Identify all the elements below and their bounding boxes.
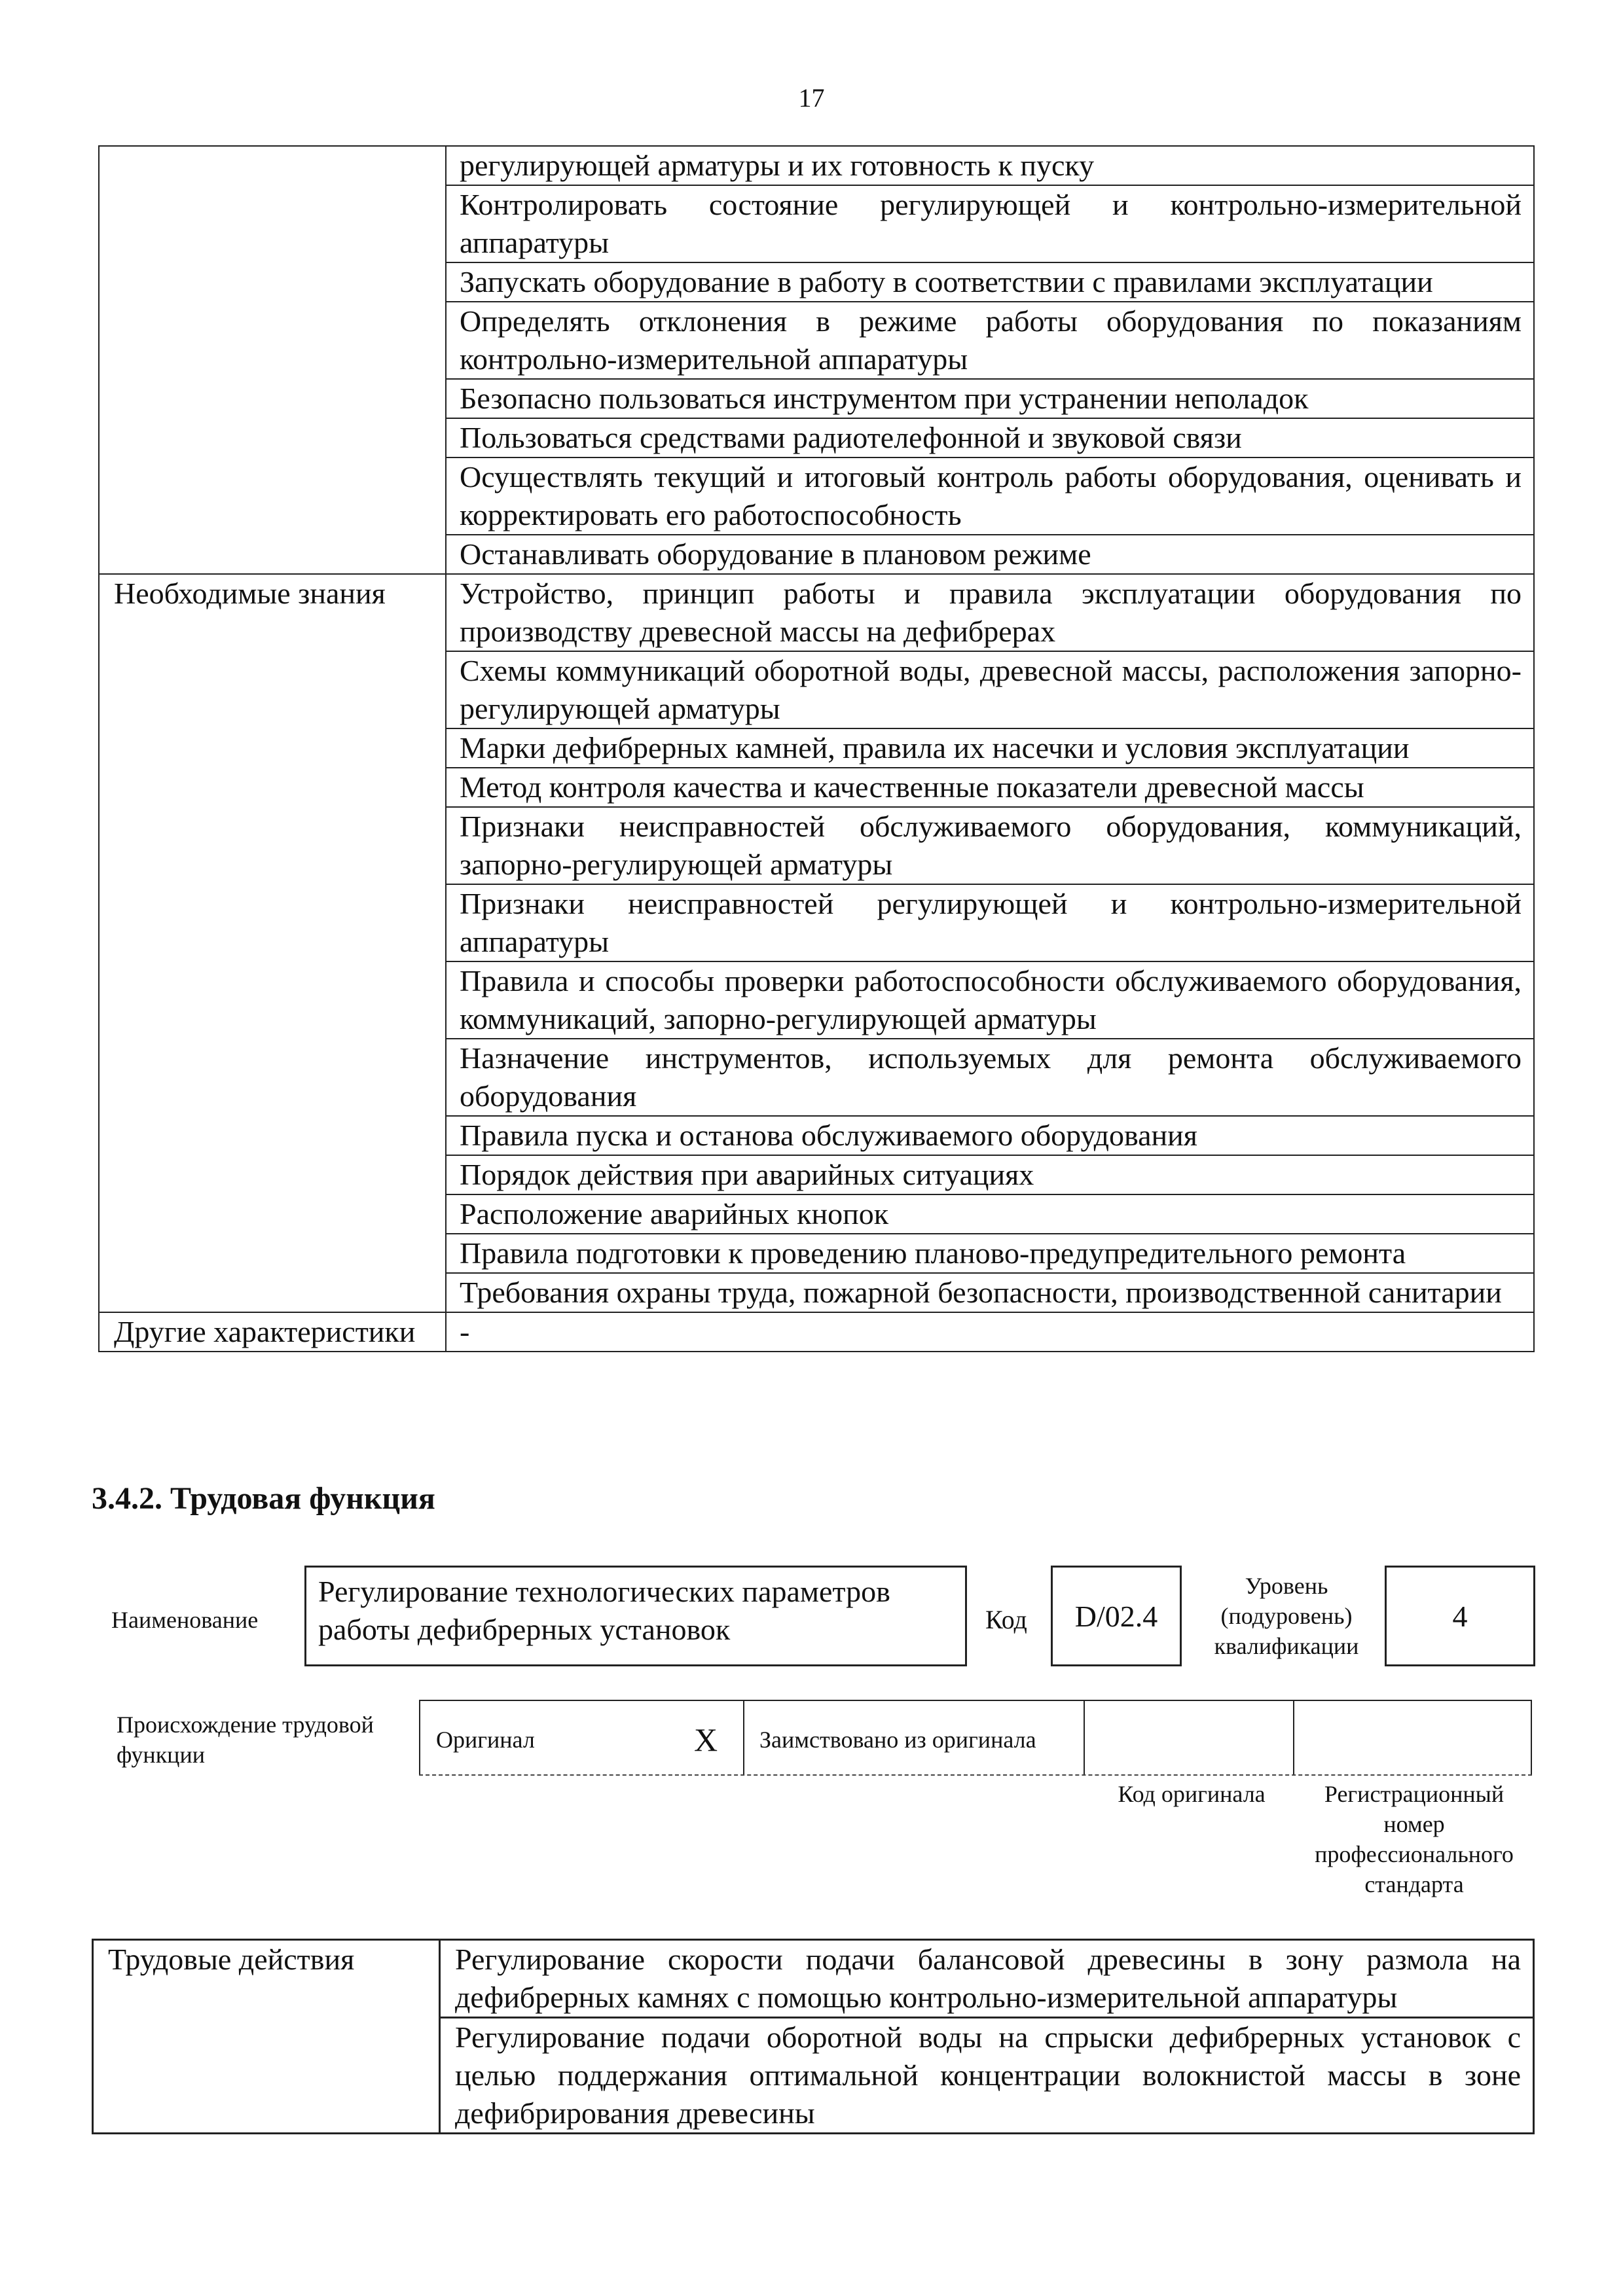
- origin-row: [419, 1700, 1532, 1776]
- competency-table: [98, 145, 1535, 1352]
- original-mark: X: [694, 1721, 718, 1758]
- knowledge-row: Признаки неисправностей обслуживаемого оборудования, коммуникаций, запорно-регулирующей арматуры: [446, 807, 1534, 884]
- knowledge-row: Правила пуска и останова обслуживаемого оборудования: [446, 1116, 1534, 1155]
- action-row: Регулирование скорости подачи балансовой древесины в зону размола на дефибрерных камнях с помощью контрольно-измерительной аппаратуры: [440, 1940, 1534, 2018]
- borrowed-label: Заимствовано из оригинала: [759, 1727, 1036, 1753]
- knowledge-row: Правила и способы проверки работоспособности обслуживаемого оборудования, коммуникаций, запорно-регулирующей арматуры: [446, 961, 1534, 1039]
- skill-row: Осуществлять текущий и итоговый контроль работы оборудования, оценивать и корректировать его работоспособность: [446, 457, 1534, 535]
- actions-table: [92, 1939, 1535, 2134]
- skill-row: Запускать оборудование в работу в соответствии с правилами эксплуатации: [446, 262, 1534, 302]
- name-label: Наименование: [111, 1607, 259, 1633]
- orig-code-label: Код оригинала: [1118, 1781, 1266, 1807]
- page-number: 17: [798, 83, 825, 113]
- other-value: -: [446, 1312, 1534, 1352]
- actions-label: Трудовые действия: [93, 1940, 440, 2134]
- knowledge-row: Порядок действия при аварийных ситуациях: [446, 1155, 1534, 1194]
- code-value: D/02.4: [1051, 1566, 1182, 1666]
- knowledge-row: Назначение инструментов, используемых для ремонта обслуживаемого оборудования: [446, 1039, 1534, 1116]
- skill-row: Контролировать состояние регулирующей и контрольно-измерительной аппаратуры: [446, 185, 1534, 262]
- name-value: Регулирование технологических параметров работы дефибрерных установок: [304, 1566, 967, 1666]
- reg-number-label: Регистрационный номер профессионального стандарта: [1315, 1781, 1514, 1897]
- knowledge-row: Схемы коммуникаций оборотной воды, древесной массы, расположения запорно-регулирующей арматуры: [446, 651, 1534, 728]
- knowledge-label: Необходимые знания: [99, 574, 446, 1312]
- origin-label: Происхождение трудовой функции: [117, 1712, 374, 1768]
- skill-row: регулирующей арматуры и их готовность к пуску: [446, 146, 1534, 185]
- code-label: Код: [985, 1605, 1027, 1634]
- skill-row: Безопасно пользоваться инструментом при устранении неполадок: [446, 379, 1534, 418]
- skill-row: Останавливать оборудование в плановом режиме: [446, 535, 1534, 574]
- original-label: Оригинал: [436, 1727, 535, 1753]
- level-label: Уровень (подуровень) квалификации: [1214, 1573, 1359, 1659]
- other-label: Другие характеристики: [99, 1312, 446, 1352]
- skills-category-cell: [99, 146, 446, 574]
- action-row: Регулирование подачи оборотной воды на спрыски дефибрерных установок с целью поддержания оптимальной концентрации волокнистой массы в зоне дефибрирования древесины: [440, 2018, 1534, 2134]
- knowledge-row: Метод контроля качества и качественные показатели древесной массы: [446, 768, 1534, 807]
- skill-row: Определять отклонения в режиме работы оборудования по показаниям контрольно-измерительной аппаратуры: [446, 302, 1534, 379]
- knowledge-row: Правила подготовки к проведению планово-предупредительного ремонта: [446, 1234, 1534, 1273]
- level-value: 4: [1385, 1566, 1535, 1666]
- knowledge-row: Признаки неисправностей регулирующей и контрольно-измерительной аппаратуры: [446, 884, 1534, 961]
- knowledge-row: Требования охраны труда, пожарной безопасности, производственной санитарии: [446, 1273, 1534, 1312]
- skill-row: Пользоваться средствами радиотелефонной и звуковой связи: [446, 418, 1534, 457]
- knowledge-row: Марки дефибрерных камней, правила их насечки и условия эксплуатации: [446, 728, 1534, 768]
- knowledge-row: Устройство, принцип работы и правила эксплуатации оборудования по производству древесной массы на дефибрерах: [446, 574, 1534, 651]
- section-title: 3.4.2. Трудовая функция: [92, 1481, 435, 1516]
- knowledge-row: Расположение аварийных кнопок: [446, 1194, 1534, 1234]
